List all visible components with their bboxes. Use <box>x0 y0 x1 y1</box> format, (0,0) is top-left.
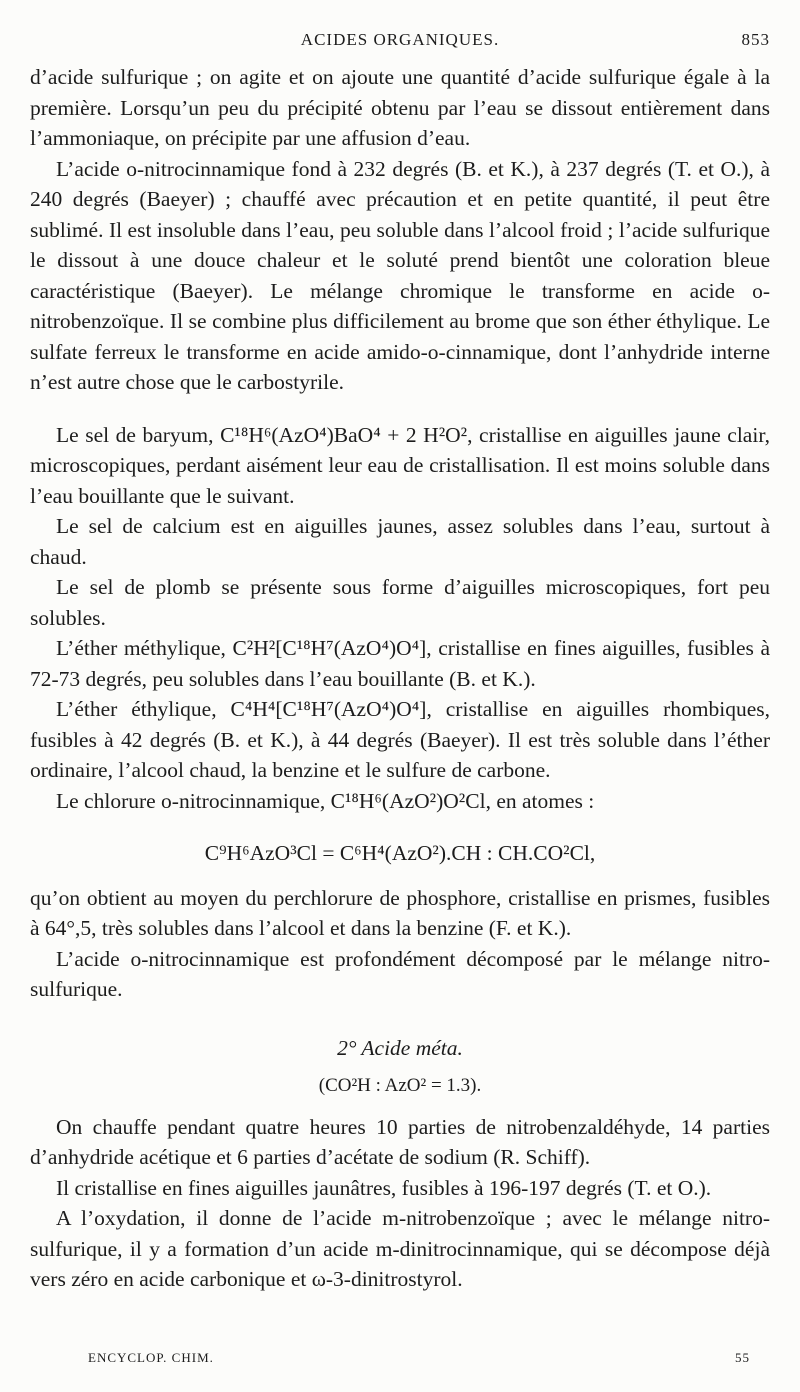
paragraph: qu’on obtient au moyen du perchlorure de phosphore, cristallise en prismes, fusibles à 64°,5, très solubles dans l’alcool et dans la benzine (F. et K.). <box>30 885 770 940</box>
paragraph: A l’oxydation, il donne de l’acide m-nitrobenzoïque ; avec le mélange nitro-sulfurique, il y a formation d’un acide m-dinitrocinnamique, qui se décompose déjà vers zéro en acide carbonique et ω-3-dinitrostyrol. <box>30 1206 770 1291</box>
paragraph: L’éther méthylique, C²H²[C¹⁸H⁷(AzO⁴)O⁴], cristallise en fines aiguilles, fusibles à 72-73 degrés, peu solubles dans l’eau bouillante (B. et K.). <box>30 636 770 691</box>
paragraph: Il cristallise en fines aiguilles jaunâtres, fusibles à 196-197 degrés (T. et O.). <box>56 1175 712 1200</box>
paragraph: d’acide sulfurique ; on agite et on ajoute une quantité d’acide sulfurique égale à la première. Lorsqu’un peu du précipité obtenu par l’eau se dissout entièrement dans l’ammoniaque, on précipite par une affusion d’eau. <box>30 65 770 150</box>
paragraph: On chauffe pendant quatre heures 10 parties de nitrobenzaldéhyde, 14 parties d’anhydride acétique et 6 parties d’acétate de sodium (R. Schiff). <box>30 1114 770 1169</box>
page-number: 853 <box>741 30 770 49</box>
header-title: ACIDES ORGANIQUES. <box>300 30 500 49</box>
footer-right: 55 <box>735 1350 750 1365</box>
footer-left: ENCYCLOP. CHIM. <box>88 1350 214 1365</box>
paragraph: Le sel de plomb se présente sous forme d’aiguilles microscopiques, fort peu solubles. <box>30 575 770 630</box>
page <box>30 0 770 1392</box>
section-heading: 2° Acide méta. <box>337 1035 463 1060</box>
paragraph: L’éther éthylique, C⁴H⁴[C¹⁸H⁷(AzO⁴)O⁴], cristallise en aiguilles rhombiques, fusibles à 42 degrés (B. et K.), à 44 degrés (Baeyer). Il est très soluble dans l’éther ordinaire, l’alcool chaud, la benzine et le sulfure de carbone. <box>30 697 770 782</box>
formula: C⁹H⁶AzO³Cl = C⁶H⁴(AzO²).CH : CH.CO²Cl, <box>204 841 596 865</box>
paragraph: Le sel de baryum, C¹⁸H⁶(AzO⁴)BaO⁴ + 2 H²O², cristallise en aiguilles jaune clair, microscopiques, perdant aisément leur eau de cristallisation. Il est moins soluble dans l’eau bouillante que le suivant. <box>30 422 770 508</box>
paragraph: Le sel de calcium est en aiguilles jaunes, assez solubles dans l’eau, surtout à chaud. <box>30 514 770 569</box>
running-header <box>30 30 770 54</box>
paragraph: L’acide o-nitrocinnamique est profondément décomposé par le mélange nitro-sulfurique. <box>30 946 770 1001</box>
paragraph: Le chlorure o-nitrocinnamique, C¹⁸H⁶(AzO²)O²Cl, en atomes : <box>56 788 595 813</box>
body-text <box>30 62 770 1295</box>
section-subtitle: (CO²H : AzO² = 1.3). <box>318 1075 482 1096</box>
paragraph: L’acide o-nitrocinnamique fond à 232 degrés (B. et K.), à 237 degrés (T. et O.), à 240 degrés (Baeyer) ; chauffé avec précaution et en petite quantité, il peut être sublimé. Il est insoluble dans l’eau, peu soluble dans l’alcool froid ; l’acide sulfurique le dissout à une douce chaleur et le soluté prend bientôt une coloration bleue caractéristique (Baeyer). Le mélange chromique le transforme en acide o-nitrobenzoïque. Il se combine plus difficilement au brome que son éther éthylique. Le sulfate ferreux le transforme en acide amido-o-cinnamique, dont l’anhydride interne n’est autre chose que le carbostyrile. <box>30 156 770 394</box>
